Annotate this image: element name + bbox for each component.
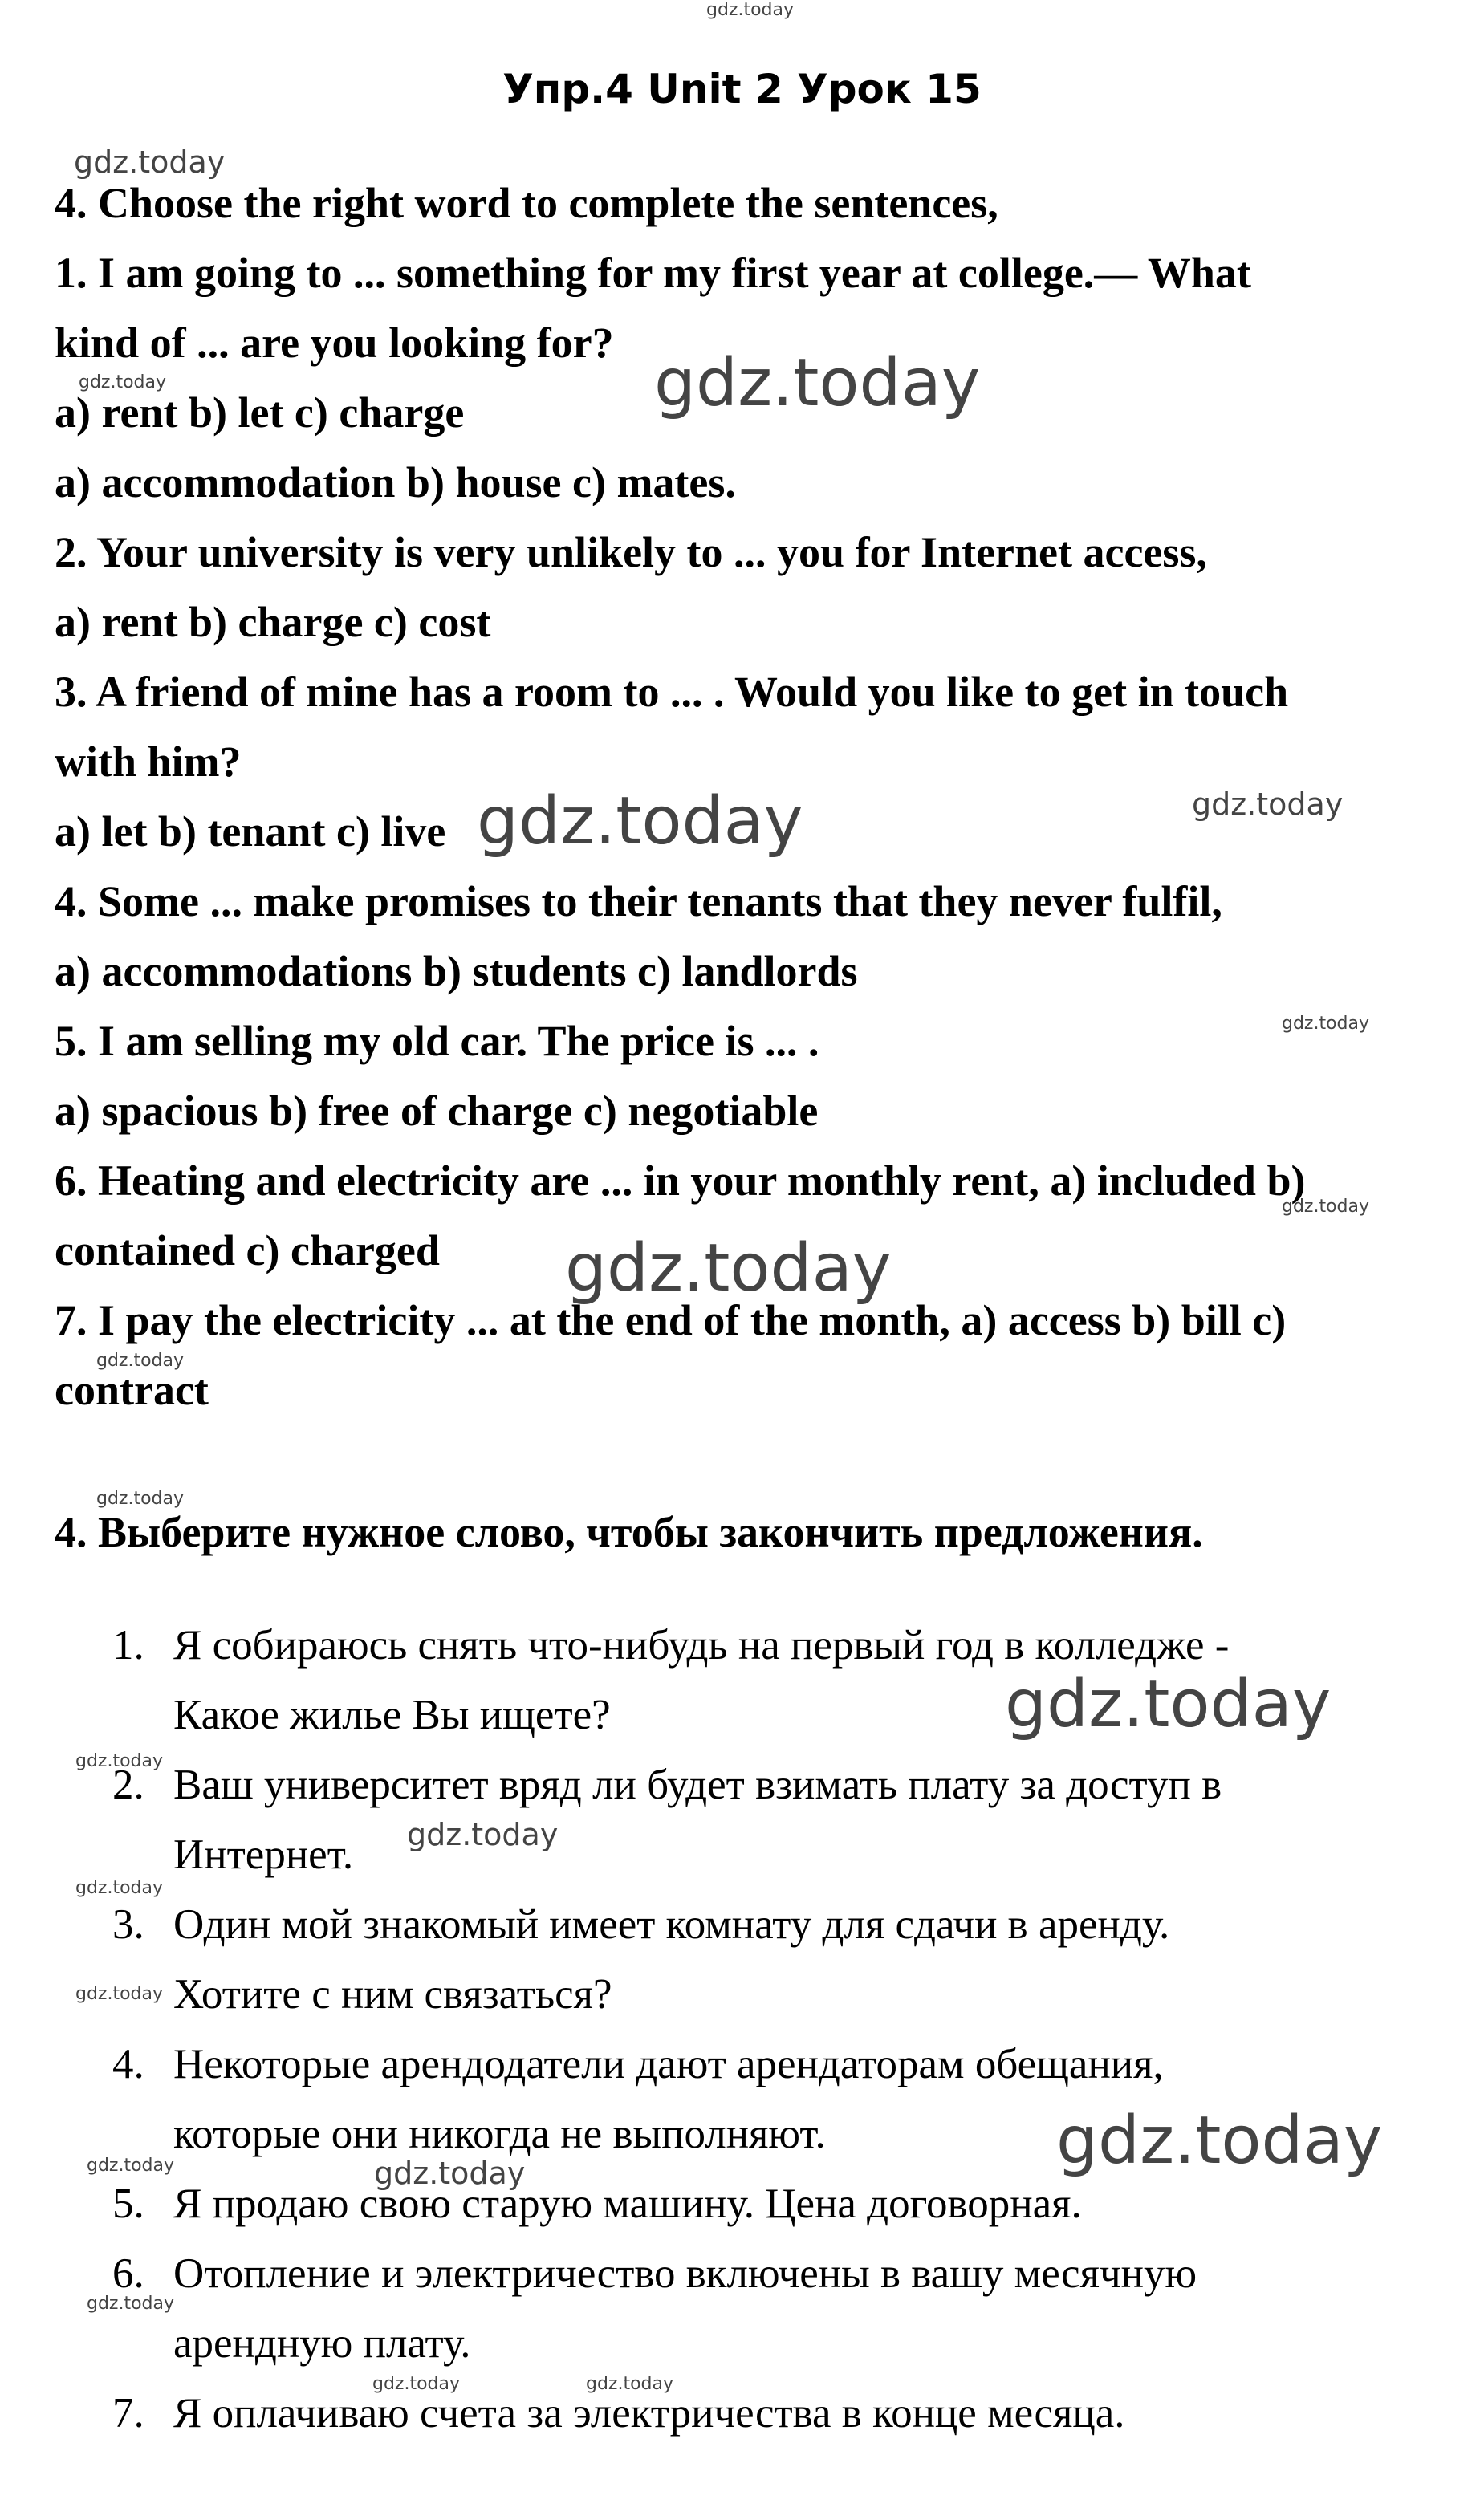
english-line: a) spacious b) free of charge c) negotiable bbox=[55, 1087, 819, 1135]
watermark: gdz.today bbox=[374, 2156, 526, 2191]
watermark: gdz.today bbox=[654, 345, 981, 421]
list-item-line: Интернет. bbox=[173, 1831, 354, 1878]
list-item-line: Отопление и электричество включены в вашу месячную bbox=[173, 2250, 1197, 2297]
english-line: a) accommodations b) students c) landlords bbox=[55, 947, 858, 995]
watermark: gdz.today bbox=[1192, 787, 1344, 822]
list-item-line: арендную плату. bbox=[173, 2320, 471, 2367]
watermark: gdz.today bbox=[75, 1751, 164, 1771]
list-item-line: которые они никогда не выполняют. bbox=[173, 2111, 826, 2157]
list-item-line: Некоторые арендодатели дают арендаторам обещания, bbox=[173, 2041, 1164, 2087]
english-line: 1. I am going to ... something for my first year at college.— What bbox=[55, 249, 1251, 297]
english-line: a) rent b) charge c) cost bbox=[55, 598, 491, 646]
list-number: 5. bbox=[112, 2181, 144, 2227]
english-line: 6. Heating and electricity are ... in your monthly rent, a) included b) bbox=[55, 1156, 1306, 1205]
list-number: 2. bbox=[112, 1762, 144, 1808]
english-line: 2. Your university is very unlikely to ... you for Internet access, bbox=[55, 528, 1207, 576]
english-line: with him? bbox=[55, 738, 242, 786]
english-line: a) let b) tenant c) live bbox=[55, 807, 446, 856]
list-number: 6. bbox=[112, 2250, 144, 2297]
list-item-line: Ваш университет вряд ли будет взимать плату за доступ в bbox=[173, 1762, 1222, 1808]
english-line: a) accommodation b) house c) mates. bbox=[55, 458, 736, 506]
watermark: gdz.today bbox=[79, 372, 167, 392]
list-item-line: Я оплачиваю счета за электричества в конце месяца. bbox=[173, 2390, 1125, 2437]
watermark: gdz.today bbox=[1056, 2103, 1383, 2179]
list-item-line: Хотите с ним связаться? bbox=[173, 1971, 612, 2018]
list-number: 1. bbox=[112, 1622, 144, 1669]
english-line: 5. I am selling my old car. The price is ... . bbox=[55, 1017, 819, 1065]
watermark: gdz.today bbox=[706, 0, 795, 20]
list-number: 3. bbox=[112, 1901, 144, 1948]
list-number: 4. bbox=[112, 2041, 144, 2087]
watermark: gdz.today bbox=[87, 2156, 175, 2176]
watermark: gdz.today bbox=[477, 783, 803, 860]
list-item-line: Я продаю свою старую машину. Цена договорная. bbox=[173, 2181, 1082, 2227]
watermark: gdz.today bbox=[407, 1817, 559, 1852]
watermark: gdz.today bbox=[1282, 1197, 1370, 1217]
watermark: gdz.today bbox=[565, 1230, 892, 1307]
list-item-line: Какое жилье Вы ищете? bbox=[173, 1692, 611, 1738]
english-line: 4. Choose the right word to complete the sentences, bbox=[55, 179, 998, 227]
list-item-line: Один мой знакомый имеет комнату для сдачи в аренду. bbox=[173, 1901, 1170, 1948]
watermark: gdz.today bbox=[372, 2374, 461, 2394]
english-line: contained c) charged bbox=[55, 1226, 440, 1274]
english-line: 3. A friend of mine has a room to ... . Would you like to get in touch bbox=[55, 668, 1289, 716]
watermark: gdz.today bbox=[74, 144, 226, 180]
watermark: gdz.today bbox=[586, 2374, 674, 2394]
watermark: gdz.today bbox=[1282, 1014, 1370, 1034]
watermark: gdz.today bbox=[1005, 1666, 1332, 1742]
list-number: 7. bbox=[112, 2390, 144, 2437]
russian-heading: 4. Выберите нужное слово, чтобы закончить предложения. bbox=[55, 1508, 1203, 1556]
watermark: gdz.today bbox=[87, 2294, 175, 2314]
english-line: 7. I pay the electricity ... at the end of the month, a) access b) bill c) bbox=[55, 1296, 1287, 1344]
watermark: gdz.today bbox=[75, 1878, 164, 1898]
watermark: gdz.today bbox=[96, 1489, 185, 1509]
watermark: gdz.today bbox=[75, 1984, 164, 2004]
english-line: 4. Some ... make promises to their tenants that they never fulfil, bbox=[55, 877, 1222, 925]
page-title: Упр.4 Unit 2 Урок 15 bbox=[502, 66, 982, 112]
watermark: gdz.today bbox=[96, 1351, 185, 1371]
english-line: contract bbox=[55, 1366, 209, 1414]
english-line: a) rent b) let c) charge bbox=[55, 388, 465, 437]
english-line: kind of ... are you looking for? bbox=[55, 319, 614, 367]
list-item-line: Я собираюсь снять что-нибудь на первый год в колледже - bbox=[173, 1622, 1230, 1669]
